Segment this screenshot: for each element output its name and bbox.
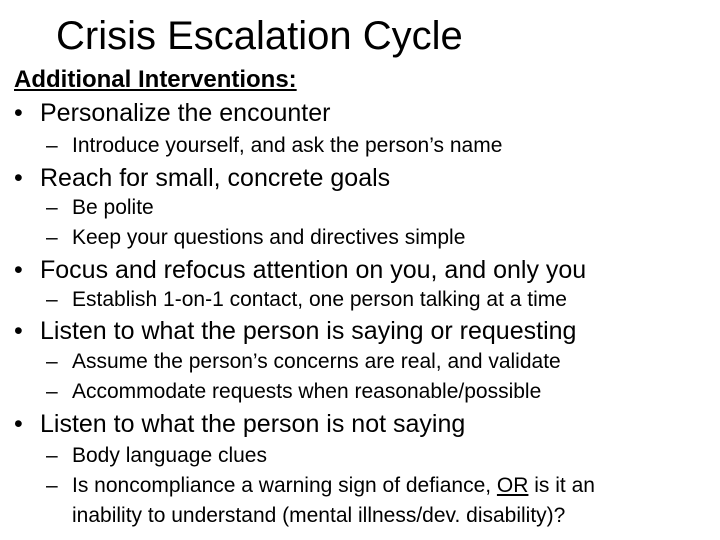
bullet-text: Focus and refocus attention on you, and only you — [40, 256, 587, 284]
sub-bullet-item — [46, 473, 595, 499]
sub-bullet-item — [46, 443, 267, 469]
sub-bullet-item — [46, 287, 567, 313]
sub-bullet-text: Establish 1-on-1 contact, one person talking at a time — [72, 288, 567, 311]
dash-marker: – — [46, 350, 58, 373]
bullet-text: Reach for small, concrete goals — [40, 164, 391, 192]
sub-bullet-text-before: Is noncompliance a warning sign of defiance, — [72, 474, 497, 497]
bullet-marker: • — [14, 317, 23, 345]
sub-bullet-item — [46, 195, 154, 221]
bullet-text: Personalize the encounter — [40, 99, 331, 127]
section-heading: Additional Interventions: — [14, 66, 297, 93]
dash-marker: – — [46, 380, 58, 403]
sub-bullet-text: Assume the person’s concerns are real, and validate — [72, 350, 561, 373]
dash-marker: – — [46, 474, 58, 497]
sub-bullet-text-after: is it an — [528, 474, 595, 497]
sub-bullet-text: Accommodate requests when reasonable/possible — [72, 380, 542, 403]
bullet-marker: • — [14, 164, 23, 192]
bullet-item — [14, 316, 576, 346]
bullet-text: Listen to what the person is saying or requesting — [40, 317, 577, 345]
sub-bullet-continuation: inability to understand (mental illness/dev. disability)? — [72, 504, 566, 527]
sub-bullet-text: Body language clues — [72, 444, 267, 467]
sub-bullet-item — [46, 133, 502, 159]
emphasis-or: OR — [496, 474, 529, 497]
sub-bullet-item — [46, 225, 465, 251]
bullet-item — [14, 163, 390, 193]
dash-marker: – — [46, 288, 58, 311]
bullet-marker: • — [14, 256, 23, 284]
sub-bullet-item — [46, 379, 541, 405]
bullet-item — [14, 255, 586, 285]
bullet-marker: • — [14, 410, 23, 438]
bullet-item — [14, 98, 330, 128]
bullet-text: Listen to what the person is not saying — [40, 410, 466, 438]
dash-marker: – — [46, 196, 58, 219]
bullet-item — [14, 409, 465, 439]
dash-marker: – — [46, 226, 58, 249]
bullet-marker: • — [14, 99, 23, 127]
dash-marker: – — [46, 444, 58, 467]
sub-bullet-text: Introduce yourself, and ask the person’s name — [72, 134, 503, 157]
slide-title: Crisis Escalation Cycle — [56, 14, 463, 58]
sub-bullet-text: Keep your questions and directives simple — [72, 226, 466, 249]
sub-bullet-item — [46, 349, 561, 375]
sub-bullet-text: Be polite — [72, 196, 154, 219]
dash-marker: – — [46, 134, 58, 157]
